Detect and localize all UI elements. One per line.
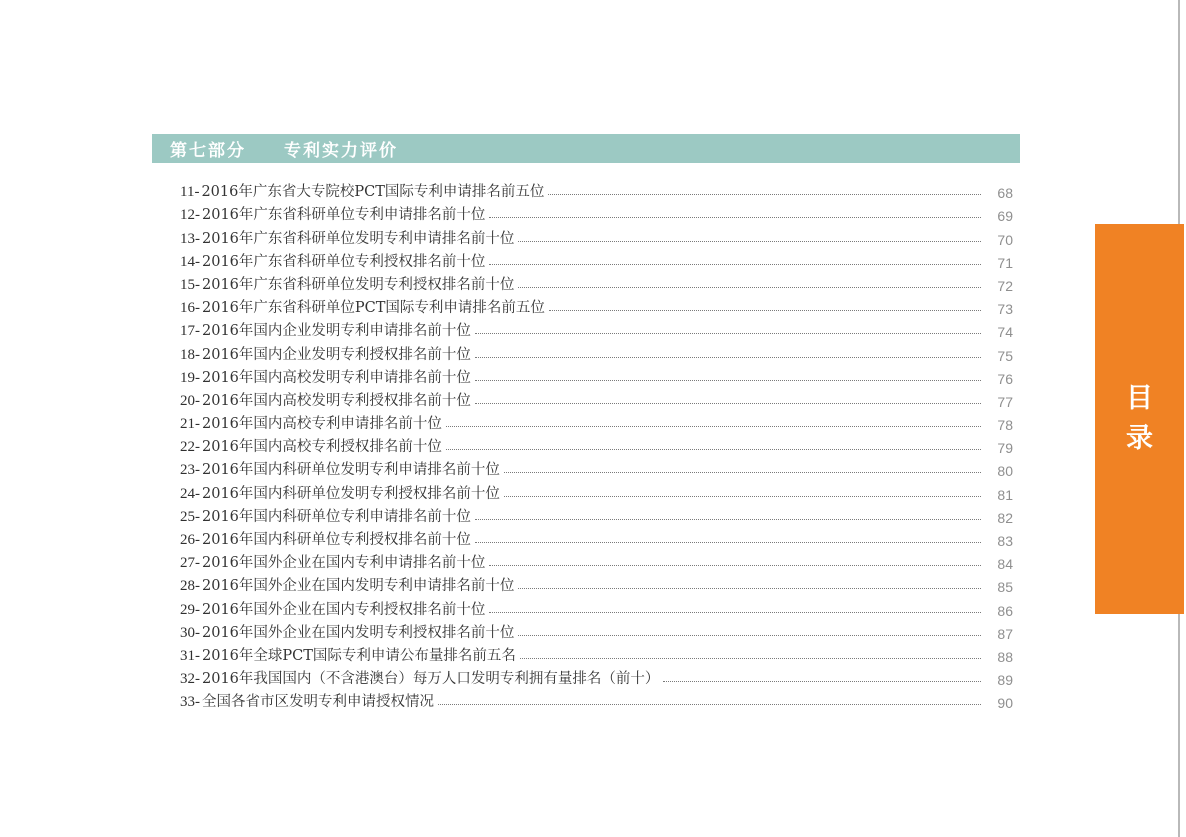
toc-entry-page: 69: [997, 208, 1013, 225]
toc-entry[interactable]: [180, 178, 1013, 201]
toc-entry-title: 2016年国外企业在国内发明专利申请排名前十位: [202, 578, 515, 595]
toc-dot-leader: [663, 681, 981, 682]
toc-entry-page: 70: [997, 231, 1013, 248]
toc-entry[interactable]: [180, 340, 1013, 363]
toc-entry-title: 2016年国外企业在国内专利授权排名前十位: [202, 601, 486, 618]
toc-entry-title: 2016年国内科研单位专利申请排名前十位: [202, 508, 471, 525]
toc-entry[interactable]: [180, 248, 1013, 271]
toc-entry[interactable]: [180, 224, 1013, 247]
toc-entry-title: 2016年全球PCT国际专利申请公布量排名前五名: [202, 647, 516, 664]
toc-entry-number: 12-: [180, 207, 200, 224]
section-title: 专利实力评价: [284, 141, 398, 161]
toc-entry-number: 16-: [180, 300, 200, 317]
toc-entry-title: 2016年国内科研单位专利授权排名前十位: [202, 532, 471, 548]
toc-entry-page: 79: [997, 440, 1013, 457]
toc-entry-number: 25-: [180, 508, 200, 525]
side-tab-char: 录: [1126, 423, 1153, 454]
toc-entry-title: 2016年国内企业发明专利授权排名前十位: [202, 346, 471, 363]
toc-entry-title: 2016年我国国内（不含港澳台）每万人口发明专利拥有量排名（前十）: [202, 671, 660, 688]
toc-entry-number: 21-: [180, 416, 200, 433]
toc-entry-title: 2016年广东省科研单位PCT国际专利申请排名前五位: [202, 300, 545, 317]
toc-dot-leader: [475, 357, 981, 358]
toc-entry[interactable]: [180, 456, 1013, 479]
toc-dot-leader: [518, 588, 981, 589]
toc-entry[interactable]: [180, 294, 1013, 317]
toc-dot-leader: [549, 310, 981, 311]
toc-entry-number: 28-: [180, 578, 200, 595]
toc-entry-title: 2016年广东省科研单位发明专利申请排名前十位: [202, 230, 515, 247]
toc-dot-leader: [475, 403, 981, 404]
toc-dot-leader: [475, 542, 981, 543]
toc-dot-leader: [475, 380, 981, 381]
toc-entry-page: 74: [997, 324, 1013, 341]
toc-dot-leader: [489, 612, 981, 613]
toc-entry[interactable]: [180, 549, 1013, 572]
toc-dot-leader: [489, 565, 981, 566]
toc-entry-number: 24-: [180, 485, 200, 502]
toc-entry-number: 14-: [180, 253, 200, 270]
toc-entry-title: 2016年国内高校发明专利授权排名前十位: [202, 392, 471, 409]
toc-dot-leader: [518, 635, 981, 636]
toc-side-tab: [1095, 224, 1184, 614]
toc-entry[interactable]: [180, 201, 1013, 224]
toc-entry[interactable]: [180, 479, 1013, 502]
toc-dot-leader: [438, 704, 981, 705]
toc-entry-page: 82: [997, 509, 1013, 526]
toc-dot-leader: [475, 519, 981, 520]
toc-entry-title: 2016年国内科研单位发明专利授权排名前十位: [202, 485, 500, 502]
toc-entry-number: 19-: [180, 369, 200, 386]
toc-entry-title: 2016年国内科研单位发明专利申请排名前十位: [202, 462, 500, 479]
toc-entry-page: 89: [997, 672, 1013, 689]
toc-dot-leader: [548, 194, 981, 195]
toc-entry-number: 15-: [180, 276, 200, 293]
toc-entry-page: 88: [997, 648, 1013, 665]
toc-dot-leader: [446, 449, 981, 450]
toc-entry-number: 26-: [180, 532, 200, 548]
toc-entry[interactable]: [180, 665, 1013, 688]
toc-entry-page: 77: [997, 393, 1013, 410]
toc-entry[interactable]: [180, 595, 1013, 618]
toc-entry-page: 86: [997, 602, 1013, 619]
toc-entry-number: 20-: [180, 392, 200, 409]
toc-entry[interactable]: [180, 642, 1013, 665]
toc-entry-page: 76: [997, 370, 1013, 387]
toc-entry[interactable]: [180, 572, 1013, 595]
toc-entry-title: 2016年广东省科研单位专利申请排名前十位: [202, 207, 486, 224]
side-tab-char: 目: [1126, 383, 1153, 414]
toc-entry-number: 23-: [180, 462, 200, 479]
toc-entry-number: 32-: [180, 671, 200, 688]
toc-entry-title: 2016年国外企业在国内发明专利授权排名前十位: [202, 624, 515, 641]
toc-entry-title: 2016年广东省大专院校PCT国际专利申请排名前五位: [201, 184, 545, 201]
section-part-label: 第七部分: [170, 141, 246, 161]
toc-entry-number: 11-: [180, 184, 200, 201]
toc-dot-leader: [446, 426, 981, 427]
toc-entry[interactable]: [180, 410, 1013, 433]
toc-entry-title: 2016年国内高校发明专利申请排名前十位: [202, 369, 471, 386]
toc-entry[interactable]: [180, 271, 1013, 294]
toc-entry-page: 72: [997, 277, 1013, 294]
toc-entry-title: 全国各省市区发明专利申请授权情况: [202, 694, 434, 711]
toc-dot-leader: [489, 217, 981, 218]
toc-entry[interactable]: [180, 526, 1013, 549]
toc-entry-page: 80: [997, 463, 1013, 480]
toc-entry-title: 2016年国内高校专利授权排名前十位: [202, 439, 442, 456]
toc-entry-number: 27-: [180, 555, 200, 572]
toc-entry-title: 2016年广东省科研单位发明专利授权排名前十位: [202, 276, 515, 293]
toc-entry[interactable]: [180, 503, 1013, 526]
toc-entry-page: 87: [997, 625, 1013, 642]
toc-dot-leader: [504, 496, 981, 497]
toc-dot-leader: [520, 658, 981, 659]
toc-entry-title: 2016年国外企业在国内专利申请排名前十位: [202, 555, 486, 572]
toc-dot-leader: [475, 333, 981, 334]
toc-entry[interactable]: [180, 364, 1013, 387]
toc-dot-leader: [518, 287, 981, 288]
toc-entry-number: 18-: [180, 346, 200, 363]
section-header: [152, 134, 1020, 163]
toc-entry-page: 90: [997, 695, 1013, 712]
toc-entry-number: 29-: [180, 601, 200, 618]
toc-entry-page: 84: [997, 556, 1013, 573]
toc-entry-number: 13-: [180, 230, 200, 247]
toc-dot-leader: [518, 241, 981, 242]
toc-entry-page: 81: [997, 486, 1013, 503]
toc-entry-page: 78: [997, 417, 1013, 434]
toc-entry-number: 30-: [180, 624, 200, 641]
toc-dot-leader: [489, 264, 981, 265]
toc-entry-page: 75: [997, 347, 1013, 364]
toc-entry-page: 71: [997, 254, 1013, 271]
toc-entry-number: 17-: [180, 323, 200, 340]
toc-entry-page: 85: [997, 579, 1013, 596]
toc-entry-number: 22-: [180, 439, 200, 456]
toc-entry-number: 31-: [180, 647, 200, 664]
toc-entry-page: 68: [997, 185, 1013, 202]
toc-entry[interactable]: [180, 619, 1013, 642]
toc-entry[interactable]: [180, 688, 1013, 711]
toc-list: [180, 178, 1013, 711]
toc-entry-page: 83: [997, 533, 1013, 549]
toc-entry-number: 33-: [180, 694, 200, 711]
toc-entry-page: 73: [997, 301, 1013, 318]
toc-entry-title: 2016年国内高校专利申请排名前十位: [202, 416, 442, 433]
toc-entry[interactable]: [180, 317, 1013, 340]
toc-entry-title: 2016年国内企业发明专利申请排名前十位: [202, 323, 471, 340]
toc-entry[interactable]: [180, 387, 1013, 410]
toc-dot-leader: [504, 472, 981, 473]
toc-entry-title: 2016年广东省科研单位专利授权排名前十位: [202, 253, 486, 270]
toc-entry[interactable]: [180, 433, 1013, 456]
